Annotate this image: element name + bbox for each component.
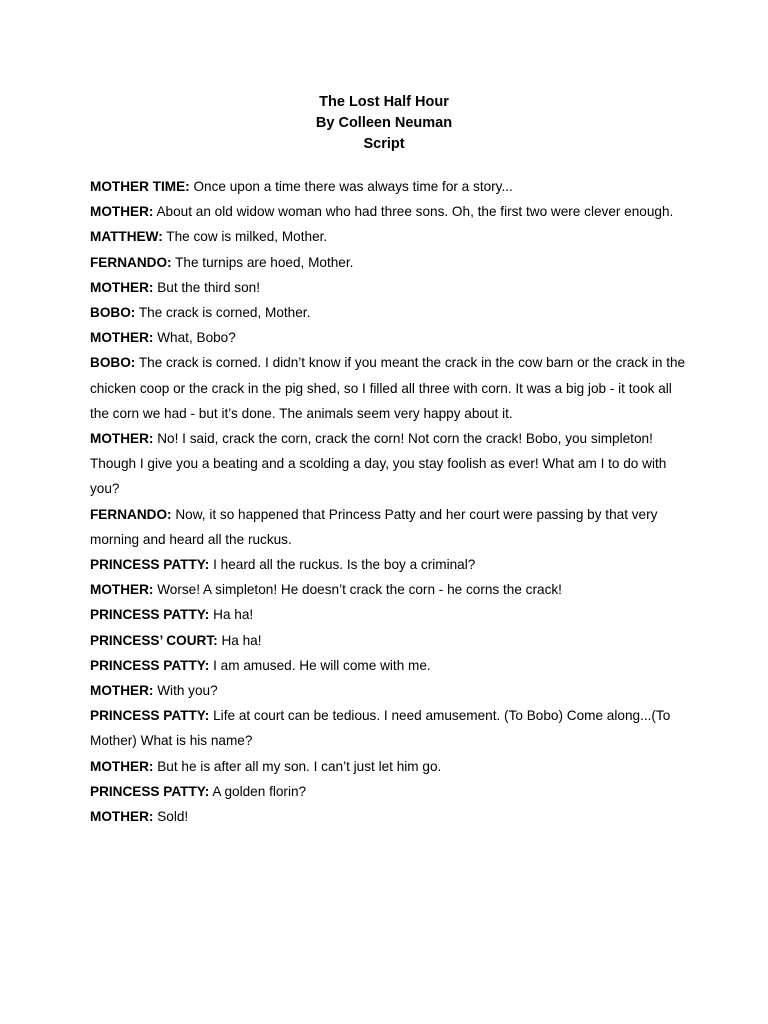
speaker-name: PRINCESS’ COURT: bbox=[90, 632, 218, 648]
speaker-name: MATTHEW: bbox=[90, 229, 163, 245]
speaker-name: MOTHER: bbox=[90, 582, 154, 598]
speaker-name: PRINCESS PATTY: bbox=[90, 557, 210, 573]
dialogue-line bbox=[90, 628, 690, 653]
script-author: By Colleen Neuman bbox=[315, 115, 453, 131]
dialogue-text: Ha ha! bbox=[213, 607, 254, 623]
speaker-name: MOTHER: bbox=[90, 279, 154, 295]
speaker-name: MOTHER: bbox=[90, 683, 154, 699]
dialogue-text: About an old widow woman who had three sons. Oh, the first two were clever enough. bbox=[156, 204, 674, 220]
dialogue-text: The crack is corned. I didn’t know if you meant the crack in the cow barn or the crack in the chicken coop or the crack in the pig shed, so I filled all three with corn. It was a big job - it took all the corn we had - but it’s done. The animals seem very happy about it. bbox=[90, 355, 686, 421]
dialogue-text: A golden florin? bbox=[212, 783, 307, 799]
script-label: Script bbox=[363, 136, 405, 152]
dialogue-line bbox=[90, 426, 690, 502]
dialogue-text: No! I said, crack the corn, crack the corn! Not corn the crack! Bobo, you simpleton! Though I give you a beating and a scolding a day, you stay foolish as ever! What am I to do with you? bbox=[90, 431, 667, 497]
dialogue-line bbox=[90, 602, 690, 627]
speaker-name: PRINCESS PATTY: bbox=[90, 657, 210, 673]
dialogue-line bbox=[90, 653, 690, 678]
dialogue-line bbox=[90, 502, 690, 552]
dialogue-line bbox=[90, 350, 690, 426]
dialogue-line bbox=[90, 325, 690, 350]
speaker-name: FERNANDO: bbox=[90, 506, 172, 522]
speaker-name: MOTHER TIME: bbox=[90, 179, 190, 194]
dialogue-text: Now, it so happened that Princess Patty and her court were passing by that very morning and heard all the ruckus. bbox=[90, 506, 658, 547]
dialogue-text: But he is after all my son. I can’t just let him go. bbox=[157, 758, 442, 774]
script-body bbox=[90, 174, 690, 829]
speaker-name: PRINCESS PATTY: bbox=[90, 783, 210, 799]
speaker-name: MOTHER: bbox=[90, 431, 154, 447]
dialogue-line bbox=[90, 703, 690, 753]
dialogue-line bbox=[90, 250, 690, 275]
dialogue-line bbox=[90, 174, 690, 199]
dialogue-line bbox=[90, 779, 690, 804]
dialogue-text: Sold! bbox=[157, 809, 189, 825]
dialogue-text: Worse! A simpleton! He doesn’t crack the corn - he corns the crack! bbox=[157, 582, 562, 598]
speaker-name: BOBO: bbox=[90, 355, 136, 371]
dialogue-text: Ha ha! bbox=[221, 632, 262, 648]
speaker-name: MOTHER: bbox=[90, 204, 154, 220]
title-block bbox=[0, 92, 768, 155]
speaker-name: MOTHER: bbox=[90, 809, 154, 825]
speaker-name: MOTHER: bbox=[90, 330, 154, 346]
dialogue-line bbox=[90, 552, 690, 577]
dialogue-text: Once upon a time there was always time for a story... bbox=[193, 179, 513, 194]
dialogue-line bbox=[90, 754, 690, 779]
speaker-name: PRINCESS PATTY: bbox=[90, 607, 210, 623]
dialogue-text: What, Bobo? bbox=[157, 330, 236, 346]
dialogue-line bbox=[90, 199, 690, 224]
dialogue-line bbox=[90, 224, 690, 249]
speaker-name: BOBO: bbox=[90, 305, 136, 321]
dialogue-text: I heard all the ruckus. Is the boy a criminal? bbox=[213, 557, 476, 573]
speaker-name: PRINCESS PATTY: bbox=[90, 708, 210, 724]
dialogue-text: But the third son! bbox=[157, 279, 260, 295]
dialogue-text: With you? bbox=[157, 683, 218, 699]
dialogue-line bbox=[90, 275, 690, 300]
dialogue-line bbox=[90, 804, 690, 829]
speaker-name: MOTHER: bbox=[90, 758, 154, 774]
dialogue-text: Life at court can be tedious. I need amusement. (To Bobo) Come along...(To Mother) What is his name? bbox=[90, 708, 671, 749]
script-title: The Lost Half Hour bbox=[319, 94, 449, 110]
dialogue-text: The turnips are hoed, Mother. bbox=[175, 254, 354, 270]
dialogue-text: I am amused. He will come with me. bbox=[213, 657, 431, 673]
dialogue-line bbox=[90, 678, 690, 703]
dialogue-line bbox=[90, 300, 690, 325]
dialogue-text: The cow is milked, Mother. bbox=[166, 229, 328, 245]
dialogue-line bbox=[90, 577, 690, 602]
speaker-name: FERNANDO: bbox=[90, 254, 172, 270]
dialogue-text: The crack is corned, Mother. bbox=[138, 305, 311, 321]
